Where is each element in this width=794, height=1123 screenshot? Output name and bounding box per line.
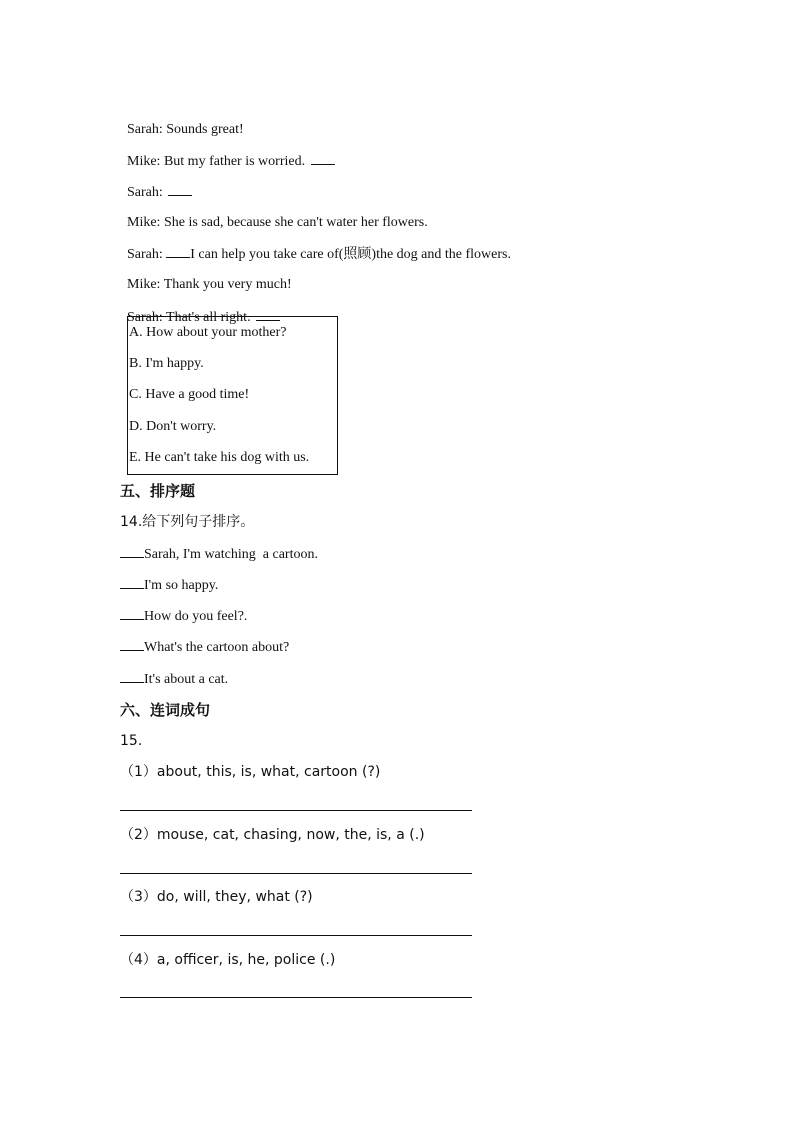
- sort-item-text: What's the cartoon about?: [144, 640, 290, 655]
- sort-item-text: Sarah, I'm watching a cartoon.: [144, 547, 318, 562]
- dialogue-text: But my father is worried.: [163, 154, 306, 169]
- sort-item: [120, 545, 318, 564]
- sort-blank[interactable]: [120, 545, 144, 558]
- sort-item: [120, 607, 247, 626]
- sort-item-text: How do you feel?.: [144, 609, 248, 624]
- sort-blank[interactable]: [120, 576, 144, 589]
- answer-blank[interactable]: [168, 183, 192, 196]
- word-order-item: （3）do, will, they, what (?): [120, 889, 313, 905]
- answer-line[interactable]: [120, 810, 472, 811]
- sort-item: [120, 638, 289, 657]
- question-15: 15.: [120, 733, 143, 749]
- answer-line[interactable]: [120, 935, 472, 936]
- option-d: D. Don't worry.: [129, 419, 217, 434]
- dialogue-text: She is sad, because she can't water her flowers.: [163, 215, 428, 230]
- dialogue-text: Thank you very much!: [163, 277, 292, 292]
- option-b: B. I'm happy.: [129, 356, 204, 371]
- sort-blank[interactable]: [120, 607, 144, 620]
- question-14: 14.给下列句子排序。: [120, 514, 255, 530]
- word-order-item: （2）mouse, cat, chasing, now, the, is, a (.): [120, 827, 425, 843]
- word-order-item: （4）a, officer, is, he, police (.): [120, 952, 336, 968]
- sort-blank[interactable]: [120, 638, 144, 651]
- answer-blank[interactable]: [166, 245, 190, 258]
- dialogue-text: I can help you take care of(照顾)the dog and the flowers.: [190, 247, 511, 262]
- speaker: Mike:: [127, 277, 161, 292]
- answer-blank[interactable]: [311, 152, 335, 165]
- word-order-item: （1）about, this, is, what, cartoon (?): [120, 764, 381, 780]
- section-heading-5: 五、排序题: [120, 482, 196, 500]
- sort-item: [120, 576, 218, 595]
- answer-line[interactable]: [120, 873, 472, 874]
- speaker: Sarah:: [127, 310, 163, 325]
- dialogue-text: That's all right.: [166, 310, 251, 325]
- sort-item: [120, 670, 228, 689]
- sort-item-text: It's about a cat.: [144, 672, 229, 687]
- sort-item-text: I'm so happy.: [144, 578, 219, 593]
- speaker: Sarah:: [127, 185, 163, 200]
- option-a: A. How about your mother?: [129, 325, 287, 340]
- sort-blank[interactable]: [120, 670, 144, 683]
- option-c: C. Have a good time!: [129, 387, 250, 402]
- dialogue-line-6: [120, 258, 292, 294]
- option-e: E. He can't take his dog with us.: [129, 450, 310, 465]
- speaker: Sarah:: [127, 247, 163, 262]
- section-heading-6: 六、连词成句: [120, 701, 211, 719]
- speaker: Sarah:: [127, 122, 163, 137]
- dialogue-text: Sounds great!: [166, 122, 244, 137]
- speaker: Mike:: [127, 154, 161, 169]
- speaker: Mike:: [127, 215, 161, 230]
- answer-line[interactable]: [120, 997, 472, 998]
